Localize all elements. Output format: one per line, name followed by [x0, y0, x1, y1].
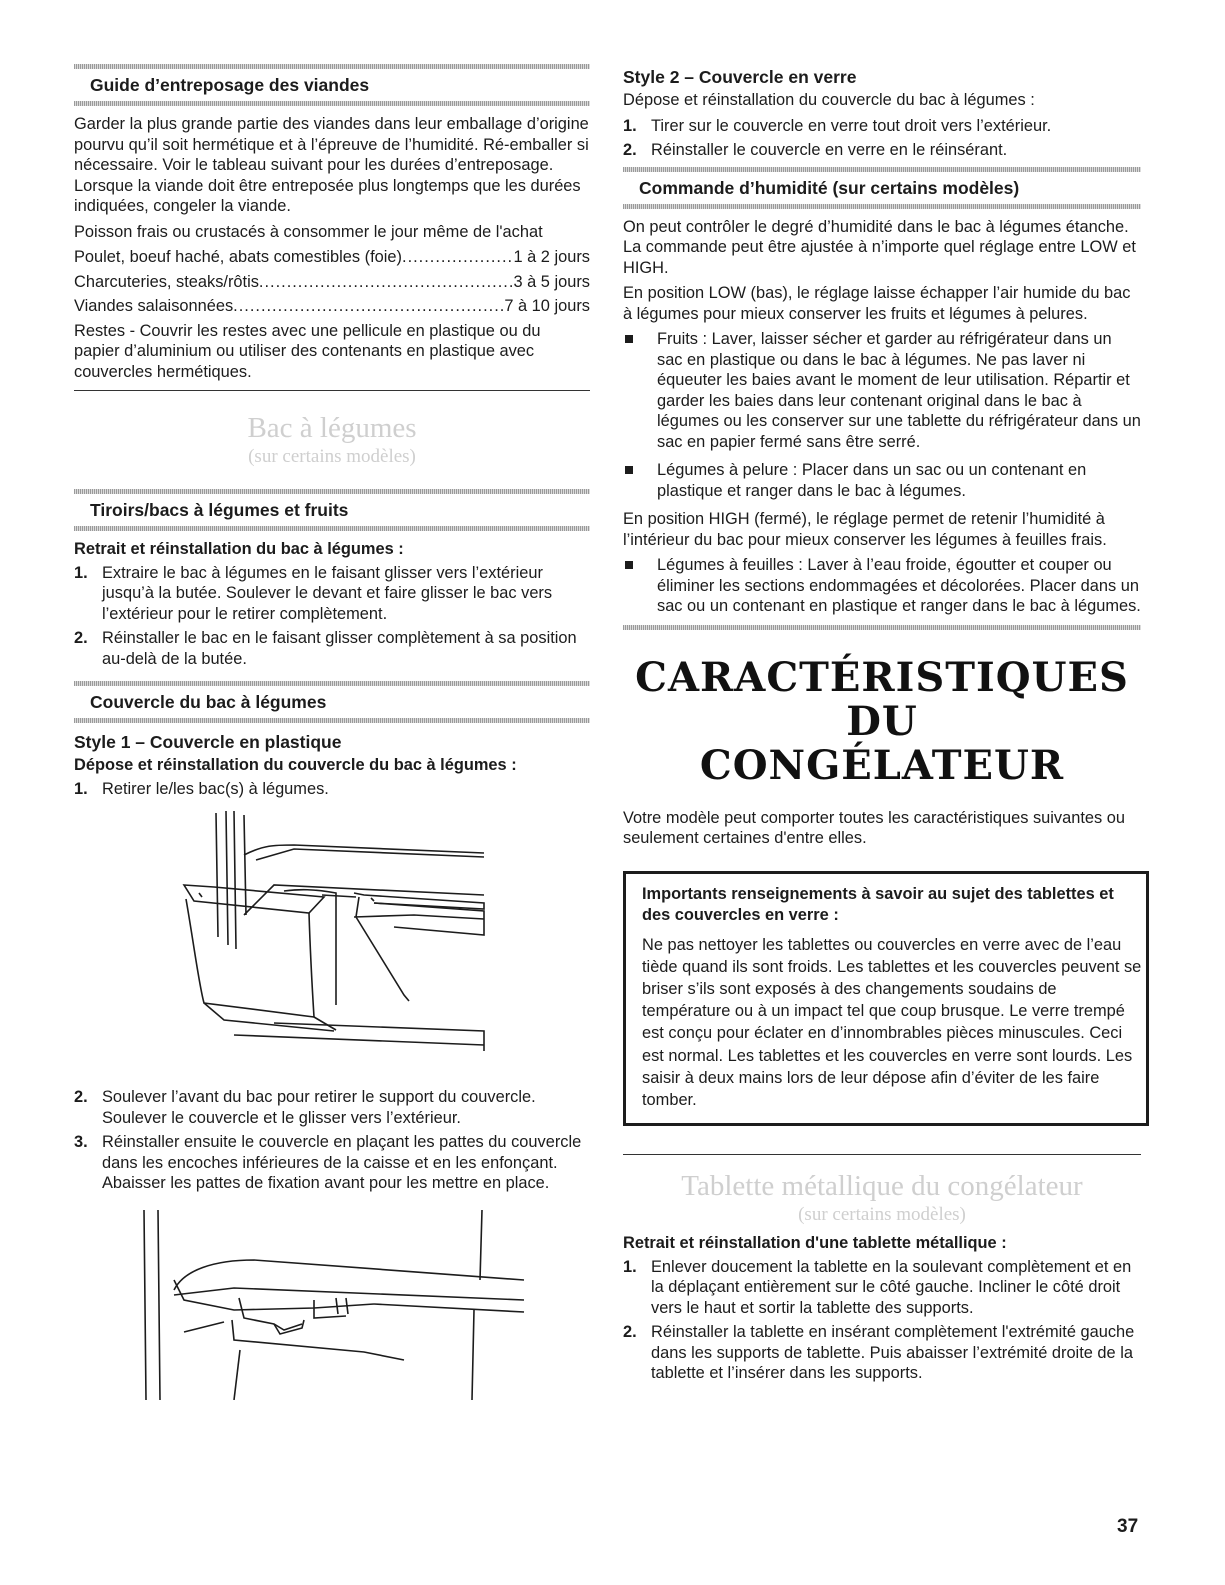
- drawers-instruction-title: Retrait et réinstallation du bac à légumes :: [74, 540, 404, 558]
- warning-box-text: Ne pas nettoyer les tablettes ou couvercles en verre avec de l’eau tiède quand ils sont froids. Les tablettes et les couvercles peuvent se briser s’ils sont exposés à des changements soudains de température ou à un impact tel que coup brusque. Le verre trempé est conçu pour éclater en d’innombrables pièces minuscules. Ceci est normal. Les tablettes et les couvercles en verre sont lourds. Les saisir à deux mains lors de leur dépose afin d’éviter de les faire tomber.: [642, 935, 1142, 1109]
- meat-guide-heading: Guide d’entreposage des viandes: [90, 75, 370, 95]
- storage-row-label: Charcuteries, steaks/rôtis: [74, 272, 259, 291]
- step-number: 1.: [74, 563, 88, 582]
- cover-steps-a: [74, 779, 590, 800]
- leftovers-paragraph: Restes - Couvrir les restes avec une pellicule en plastique ou du papier d’aluminium ou utiliser des contenants en plastique avec couvercles hermétiques.: [74, 321, 541, 381]
- humidity-paragraph-3: En position HIGH (fermé), le réglage permet de retenir l’humidité à l’intérieur du bac pour mieux conserver les légumes à feuilles frais.: [623, 510, 1107, 549]
- list-item: [74, 1132, 590, 1194]
- storage-row-label: Viandes salaisonnées: [74, 297, 234, 315]
- step-text: Réinstaller ensuite le couvercle en plaçant les pattes du couvercle dans les encoches inférieures de la caisse et en les enfonçant. Abaisser les pattes de fixation avant pour les mettre en place.: [102, 1133, 582, 1192]
- step-text: Enlever doucement la tablette en la soulevant complètement et en la déplaçant entièrement sur le côté gauche. Incliner le côté droit vers le haut et sortir la tablette des supports.: [651, 1257, 1132, 1317]
- list-item: [623, 1322, 1141, 1384]
- freezer-features-title: [623, 653, 1141, 789]
- list-item: [623, 1257, 1141, 1319]
- section-header-humidity: [623, 167, 1141, 209]
- storage-row-value: 7 à 10 jours: [504, 297, 590, 315]
- step-number: 2.: [623, 141, 637, 159]
- drawers-heading: Tiroirs/bacs à légumes et fruits: [90, 500, 349, 520]
- humidity-bullets-low: [623, 329, 1141, 501]
- section-divider: [74, 390, 590, 391]
- drawers-steps: [74, 563, 590, 670]
- style1-heading: Style 1 – Couvercle en plastique: [74, 732, 342, 752]
- cover-steps-b: [74, 1087, 590, 1194]
- step-number: 2.: [74, 629, 88, 647]
- humidity-paragraph-2: En position LOW (bas), le réglage laisse échapper l’air humide du bac à légumes pour mieux conserver les fruits et légumes à pelures.: [623, 284, 1131, 323]
- step-text: Retirer le/les bac(s) à légumes.: [102, 779, 329, 798]
- fish-line: Poisson frais ou crustacés à consommer le jour même de l'achat: [74, 222, 543, 241]
- glass-warning-box: [623, 871, 1149, 1127]
- list-item: Fruits : Laver, laisser sécher et garder au réfrigérateur dans un sac en plastique ou dans le bac à légumes. Ne pas laver ni équeuter les baies avant le moment de leur utilisation. Répartir et garder les baies dans leur contenant original dans le bac à légumes ou les conserver sur une tablette du réfrigérateur dans un sac en papier fermé sans être serré.: [623, 329, 1141, 452]
- humidity-paragraph-1: On peut contrôler le degré d’humidité dans le bac à légumes étanche. La commande peut être ajustée à n’importe quel réglage entre LOW et HIGH.: [623, 217, 1136, 277]
- style2-steps: [623, 116, 1141, 161]
- storage-row: [74, 296, 590, 317]
- section-header-meat-guide: [74, 64, 590, 106]
- humidity-heading: Commande d’humidité (sur certains modèles): [639, 177, 1020, 198]
- left-column: [74, 62, 590, 1412]
- freezer-title-line-2: CONGÉLATEUR: [699, 741, 1065, 789]
- storage-row: [74, 272, 590, 293]
- list-item: [74, 779, 590, 800]
- section-header-cover: [74, 681, 590, 723]
- style2-intro: Dépose et réinstallation du couvercle du bac à légumes :: [623, 91, 1035, 109]
- shelf-steps: [623, 1257, 1141, 1384]
- step-number: 1.: [74, 779, 88, 798]
- cover-instruction-title: Dépose et réinstallation du couvercle du bac à légumes :: [74, 756, 517, 774]
- metal-shelf-section-title: Tablette métallique du congélateur: [681, 1170, 1083, 1203]
- step-text: Réinstaller la tablette en insérant complètement l'extrémité gauche dans les supports de tablette. Puis abaisser l’extrémité droite de la tablette et l’insérer dans les supports.: [651, 1323, 1135, 1383]
- meat-guide-paragraph: Garder la plus grande partie des viandes dans leur emballage d’origine pourvu qu’il soit hermétique et à l’épreuve de l’humidité. Ré-emballer si nécessaire. Voir le tableau suivant pour les durées d’entreposage. Lorsque la viande doit être entreposée plus longtemps que les durées indiquées, congeler la viande.: [74, 115, 589, 215]
- list-item: [623, 116, 1141, 137]
- leader-dots: [259, 272, 514, 293]
- section-divider-dotted: [623, 625, 1141, 630]
- storage-row-value: 1 à 2 jours: [513, 248, 590, 266]
- humidity-bullets-high: [623, 555, 1141, 617]
- cover-tab-illustration: [74, 1200, 590, 1400]
- list-item: [623, 140, 1141, 161]
- storage-row: [74, 247, 590, 268]
- step-number: 3.: [74, 1133, 88, 1151]
- step-text: Tirer sur le couvercle en verre tout droit vers l’extérieur.: [651, 116, 1052, 135]
- freezer-intro: Votre modèle peut comporter toutes les caractéristiques suivantes ou seulement certaines d'entre elles.: [623, 808, 1126, 847]
- step-text: Soulever l’avant du bac pour retirer le support du couvercle. Soulever le couvercle et le glisser vers l’extérieur.: [102, 1088, 536, 1127]
- crisper-drawer-illustration: [74, 805, 590, 1075]
- list-item: Légumes à pelure : Placer dans un sac ou un contenant en plastique et ranger dans le bac à légumes.: [623, 460, 1141, 501]
- list-item: [74, 563, 590, 625]
- storage-row-value: 3 à 5 jours: [513, 272, 590, 291]
- crisper-section-title: Bac à légumes: [247, 412, 417, 444]
- step-text: Extraire le bac à légumes en le faisant glisser vers l’extérieur jusqu’à la butée. Soulever le devant et faire glisser le bac vers l’extérieur pour le retirer complètement.: [102, 563, 553, 623]
- metal-shelf-section-subtitle: (sur certains modèles): [798, 1204, 966, 1226]
- page-number: 37: [1117, 1516, 1139, 1537]
- list-item: [74, 1087, 590, 1128]
- leader-dots: [233, 296, 504, 317]
- freezer-title-line-1: CARACTÉRISTIQUES DU: [635, 653, 1129, 745]
- storage-row-label: Poulet, boeuf haché, abats comestibles (foie): [74, 248, 403, 266]
- section-divider: [623, 1154, 1141, 1155]
- style2-heading: Style 2 – Couvercle en verre: [623, 67, 857, 87]
- list-item: Légumes à feuilles : Laver à l’eau froide, égoutter et couper ou éliminer les sections endommagées et décolorées. Placer dans un sac ou un contenant en plastique et ranger dans le bac à légumes.: [623, 555, 1141, 617]
- step-number: 2.: [623, 1323, 637, 1342]
- crisper-section-subtitle: (sur certains modèles): [248, 446, 416, 467]
- step-number: 2.: [74, 1088, 88, 1106]
- step-number: 1.: [623, 116, 637, 135]
- step-number: 1.: [623, 1257, 637, 1276]
- warning-box-heading: Importants renseignements à savoir au sujet des tablettes et des couvercles en verre :: [642, 884, 1114, 924]
- list-item: [74, 628, 590, 669]
- right-column: [623, 66, 1141, 1388]
- cover-heading: Couvercle du bac à légumes: [90, 692, 327, 712]
- section-header-drawers: [74, 489, 590, 531]
- step-text: Réinstaller le bac en le faisant glisser complètement à sa position au-delà de la butée.: [102, 629, 577, 668]
- shelf-instruction-title: Retrait et réinstallation d'une tablette métallique :: [623, 1234, 1007, 1253]
- step-text: Réinstaller le couvercle en verre en le réinsérant.: [651, 141, 1008, 159]
- leader-dots: [402, 247, 513, 268]
